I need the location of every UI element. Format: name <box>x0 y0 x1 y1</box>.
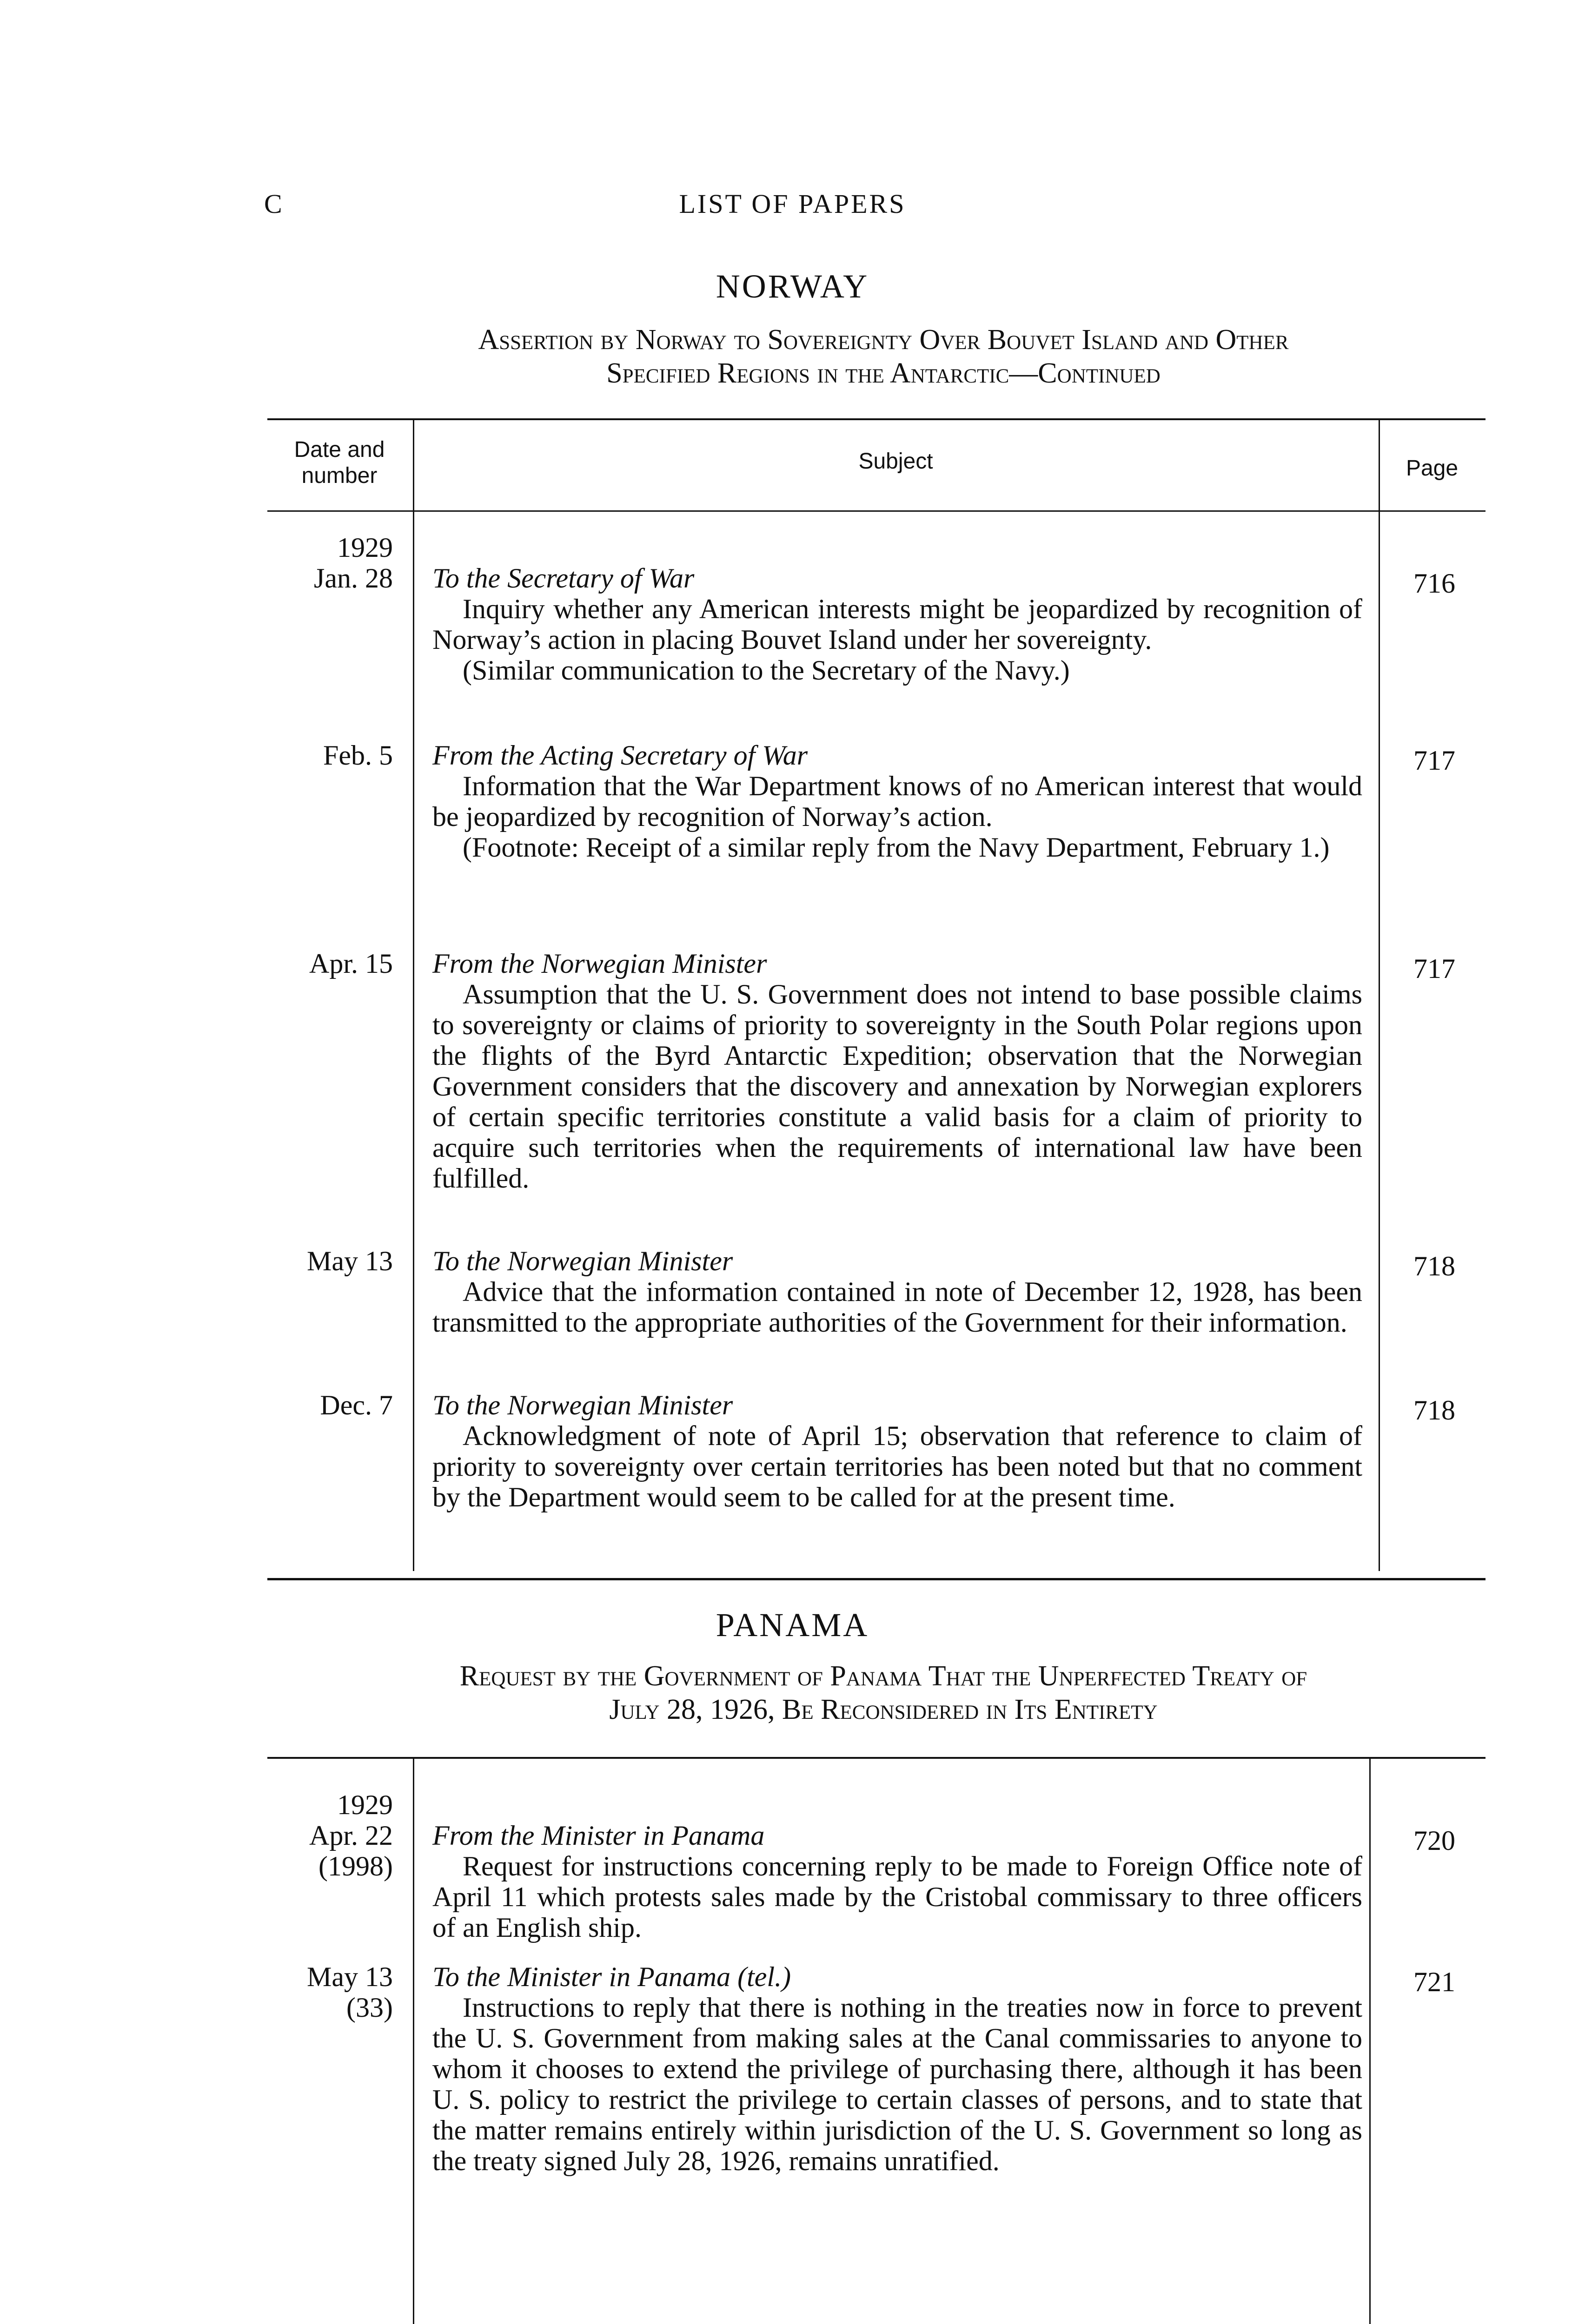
entry-date: May 13 <box>307 1961 393 1992</box>
norway-table-top-rule <box>267 418 1486 420</box>
norway-title <box>260 323 1506 390</box>
panama-entry-2-page: 721 <box>1413 1967 1455 1997</box>
entry-date: Feb. 5 <box>323 740 393 771</box>
norway-entry-1-page: 716 <box>1413 568 1455 599</box>
entry-note: (Similar communication to the Secretary of the Navy.) <box>463 655 1070 686</box>
entry-date: Jan. 28 <box>314 563 393 594</box>
entry-source: To the Norwegian Minister <box>432 1246 733 1276</box>
norway-table-divider-right <box>1379 418 1380 1571</box>
entry-source-line <box>432 1961 1362 1992</box>
norway-entry-5-page: 718 <box>1413 1395 1455 1426</box>
entry-summary: Advice that the information contained in note of December 12, 1928, has been transmitted to the appropriate authorities of the Government for their information. <box>432 1276 1362 1338</box>
norway-heading: NORWAY <box>716 268 869 305</box>
entry-summary: Assumption that the U. S. Government does not intend to base possible claims to sovereignty or claims of priority to sovereignty in the South Polar regions upon the flights of the Byrd Antarctic Expedition; observation that the Norwegian Government considers that the discovery and annexation by Norwegian explorers of certain specific territories constitute a valid basis for a claim of priority to acquire such territories when the requirements of international law have been fulfilled. <box>432 979 1362 1194</box>
norway-table-divider-left <box>413 418 414 1571</box>
entry-summary: Inquiry whether any American interests might be jeopardized by recognition of Norway’s action in placing Bouvet Island under her sovereignty. <box>432 594 1362 655</box>
norway-entry-3-subject <box>432 948 1362 1194</box>
norway-entry-4-subject <box>432 1246 1362 1338</box>
panama-title <box>260 1659 1506 1726</box>
page-letter: C <box>264 189 282 219</box>
column-header-subject: Subject <box>858 449 933 474</box>
norway-entry-2-subject <box>432 740 1362 863</box>
norway-entry-4-page: 718 <box>1413 1251 1455 1281</box>
entry-date: May 13 <box>307 1246 393 1276</box>
running-head <box>0 188 1585 225</box>
year-label: 1929 <box>337 1789 393 1820</box>
norway-entry-3-date <box>267 948 393 979</box>
entry-summary: Information that the War Department knows of no American interest that would be jeopardized by recognition of Norway’s action. <box>432 771 1362 832</box>
running-title: LIST OF PAPERS <box>679 189 906 219</box>
entry-number: (1998) <box>318 1851 393 1882</box>
entry-note: (Footnote: Receipt of a similar reply from the Navy Department, February 1.) <box>463 832 1330 863</box>
entry-source: To the Norwegian Minister <box>432 1390 733 1420</box>
entry-summary: Acknowledgment of note of April 15; observation that reference to claim of priority to sovereignty over certain territories has been noted but that no comment by the Department would seem to be called for at the present time. <box>432 1420 1362 1512</box>
entry-source: To the Minister in Panama <box>432 1961 731 1992</box>
panama-title-line2: July 28, 1926, Be Reconsidered in Its Entirety <box>609 1694 1158 1725</box>
norway-entry-1-date <box>267 532 393 594</box>
norway-header-rule <box>267 510 1486 512</box>
norway-entry-3-page: 717 <box>1413 953 1455 984</box>
norway-entry-2-date <box>267 740 393 771</box>
entry-source: From the Acting Secretary of War <box>432 740 808 771</box>
year-label: 1929 <box>337 532 393 563</box>
norway-title-line2: Specified Regions in the Antarctic—Continued <box>606 357 1161 389</box>
panama-entry-2-date <box>267 1961 393 2023</box>
column-header-date: Date and number <box>294 437 385 488</box>
entry-date: Apr. 22 <box>309 1820 393 1851</box>
panama-entry-1-subject <box>432 1820 1362 1943</box>
entry-date: Apr. 15 <box>309 948 393 979</box>
panama-heading: PANAMA <box>716 1606 869 1644</box>
panama-entry-1-page: 720 <box>1413 1825 1455 1856</box>
norway-title-line1: Assertion by Norway to Sovereignty Over Bouvet Island and Other <box>478 324 1289 356</box>
norway-table-bottom-rule <box>267 1578 1486 1580</box>
entry-date: Dec. 7 <box>320 1390 393 1420</box>
entry-number: (33) <box>346 1992 393 2023</box>
norway-entry-2-page: 717 <box>1413 745 1455 776</box>
norway-entry-5-subject <box>432 1390 1362 1512</box>
entry-source-suffix: (tel.) <box>737 1961 791 1992</box>
column-header-page: Page <box>1406 456 1459 481</box>
panama-table-top-rule <box>267 1757 1486 1759</box>
norway-entry-1-subject <box>432 563 1362 686</box>
entry-source: To the Secretary of War <box>432 563 695 594</box>
entry-source: From the Minister in Panama <box>432 1820 765 1851</box>
panama-table-divider-left <box>413 1757 414 2324</box>
entry-source: From the Norwegian Minister <box>432 948 767 979</box>
entry-summary: Instructions to reply that there is nothing in the treaties now in force to prevent the U. S. Government from making sales at the Canal commissaries to anyone to whom it chooses to extend the privilege of purchasing there, although it has been U. S. policy to restrict the privilege to certain classes of persons, and to state that the matter remains entirely within jurisdiction of the U. S. Government so long as the treaty signed July 28, 1926, remains unratified. <box>432 1992 1362 2176</box>
panama-entry-1-date <box>267 1789 393 1882</box>
panama-entry-2-subject <box>432 1961 1362 2176</box>
norway-entry-5-date <box>267 1390 393 1420</box>
panama-table-divider-right <box>1369 1757 1371 2324</box>
panama-title-line1: Request by the Government of Panama That the Unperfected Treaty of <box>459 1660 1307 1692</box>
entry-summary: Request for instructions concerning reply to be made to Foreign Office note of April 11 which protests sales made by the Cristobal commissary to three officers of an English ship. <box>432 1851 1362 1943</box>
norway-entry-4-date <box>267 1246 393 1276</box>
